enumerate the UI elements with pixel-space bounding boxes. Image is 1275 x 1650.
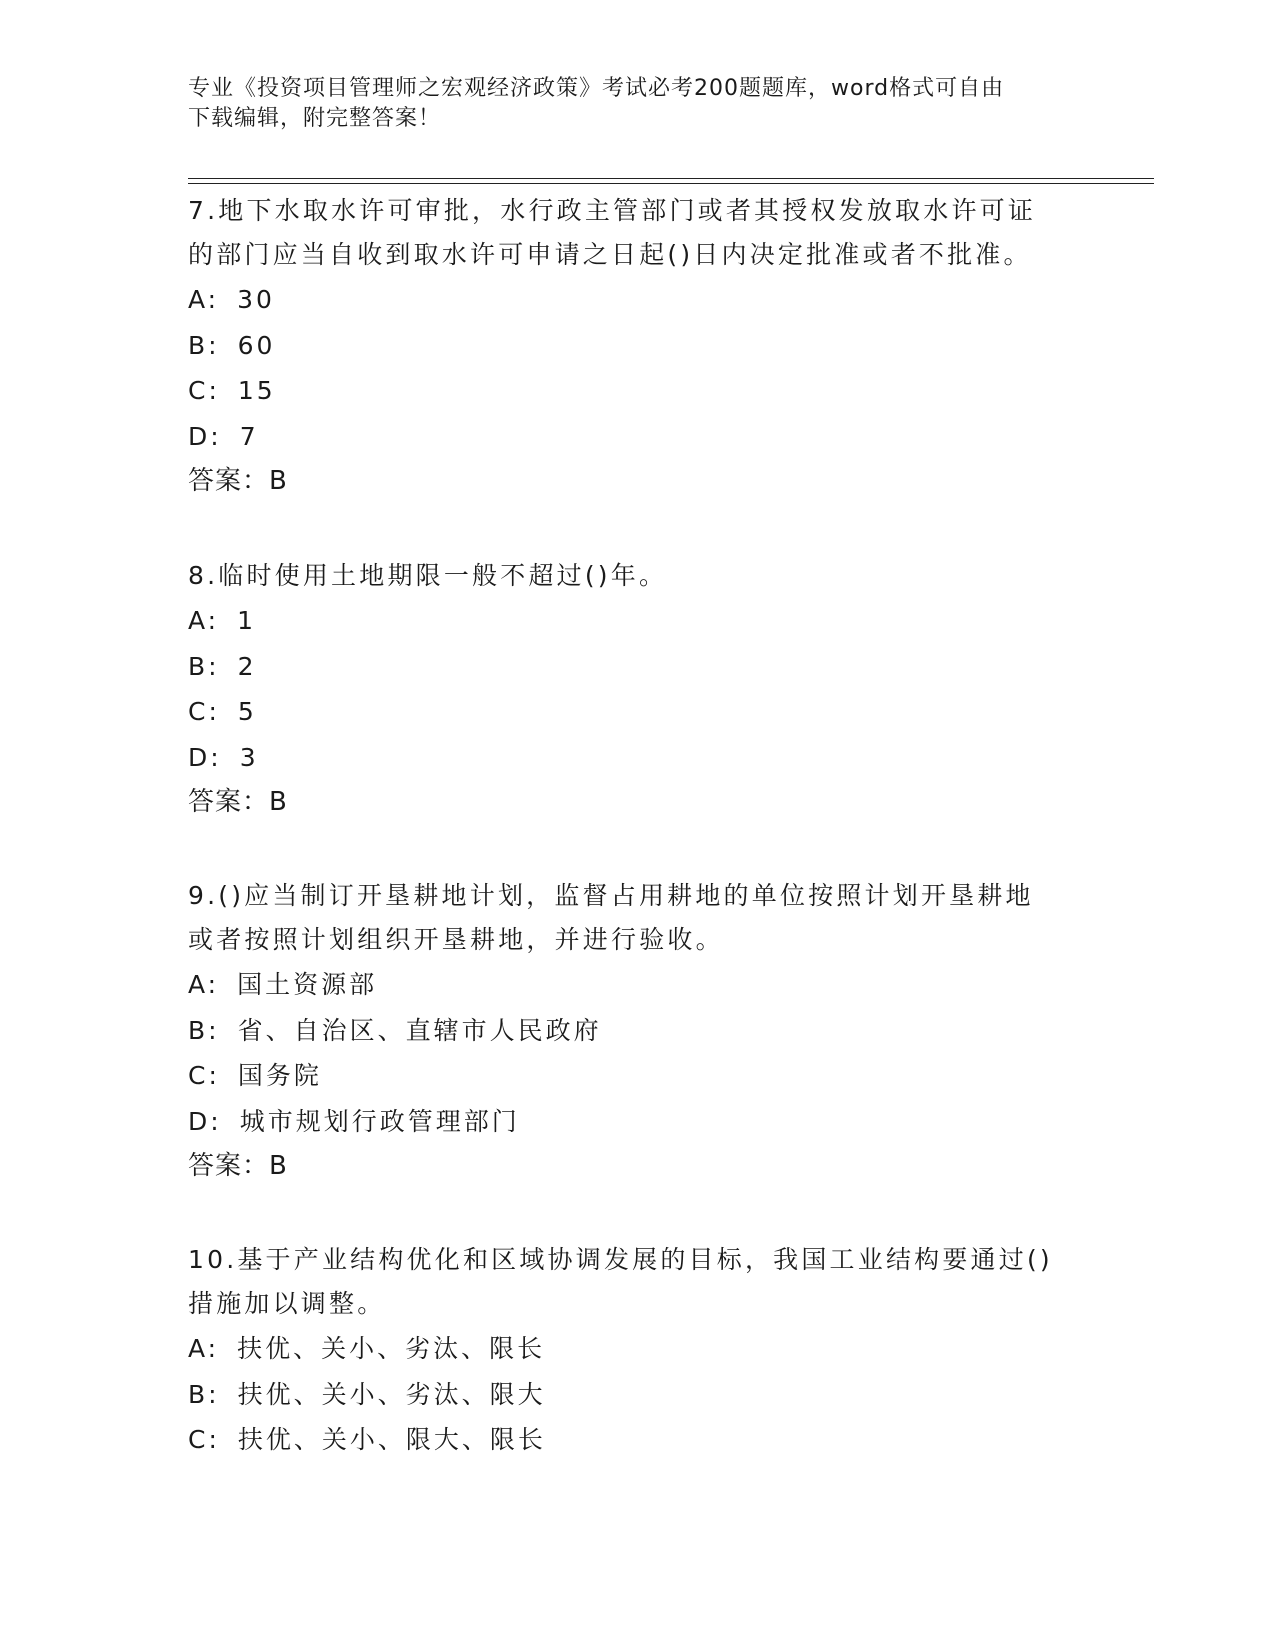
question-stem-line: 的部门应当自收到取水许可申请之日起()日内决定批准或者不批准。 [188,240,1032,269]
question-10 [188,1238,1088,1463]
option-text: 扶优、关小、劣汰、限大 [237,1379,546,1409]
option-a [188,277,1088,323]
option-text: 5 [237,697,257,726]
option-key: A: [188,970,220,999]
option-text: 扶优、关小、限大、限长 [237,1425,546,1454]
option-a [188,1326,1088,1372]
option-key: A: [188,1334,220,1363]
answer-line: 答案：B [188,466,288,496]
option-text: 国土资源部 [237,970,378,999]
option-key: B: [188,1015,220,1045]
option-key: D: [188,421,222,451]
option-text: 城市规划行政管理部门 [239,1106,520,1136]
question-7 [188,189,1088,503]
header-divider-top [188,178,1154,179]
option-c [188,1053,1088,1099]
option-b [188,644,1088,690]
option-key: D: [188,742,222,772]
question-stem-line: 8.临时使用土地期限一般不超过()年。 [188,561,668,590]
option-key: D: [188,1106,222,1136]
question-9 [188,874,1088,1188]
option-d [188,1099,1088,1145]
question-stem-line: 10.基于产业结构优化和区域协调发展的目标，我国工业结构要通过() [188,1245,1053,1274]
header-line-2: 下载编辑，附完整答案！ [188,106,442,131]
option-key: C: [188,697,220,726]
option-b [188,323,1088,369]
question-stem-line: 7.地下水取水许可审批，水行政主管部门或者其授权发放取水许可证 [188,196,1037,225]
option-text: 3 [239,742,259,772]
option-a [188,962,1088,1008]
option-b [188,1008,1088,1054]
option-c [188,368,1088,414]
answer-line: 答案：B [188,787,288,817]
option-key: C: [188,1425,220,1454]
option-text: 扶优、关小、劣汰、限长 [237,1334,546,1363]
question-8 [188,554,1088,824]
option-c [188,1417,1088,1463]
option-text: 国务院 [237,1061,322,1090]
question-stem-line: 9.()应当制订开垦耕地计划，监督占用耕地的单位按照计划开垦耕地 [188,881,1034,910]
header-divider-bottom [188,183,1154,184]
option-key: C: [188,1061,220,1090]
option-key: B: [188,1379,220,1409]
option-text: 1 [237,606,256,635]
option-a [188,598,1088,644]
option-key: B: [188,330,220,360]
option-c [188,689,1088,735]
option-key: B: [188,651,220,681]
option-key: C: [188,376,220,405]
option-key: A: [188,285,220,314]
option-text: 2 [237,651,257,681]
option-text: 7 [239,421,259,451]
option-d [188,735,1088,781]
option-d [188,414,1088,460]
question-stem-line: 措施加以调整。 [188,1289,386,1318]
option-b [188,1372,1088,1418]
option-key: A: [188,606,220,635]
header-line-1: 专业《投资项目管理师之宏观经济政策》考试必考200题题库，word格式可自由 [188,76,1005,101]
document-header [188,74,1088,134]
option-text: 60 [237,330,276,360]
option-text: 省、自治区、直辖市人民政府 [237,1015,602,1045]
answer-line: 答案：B [188,1151,288,1181]
option-text: 15 [237,376,276,405]
option-text: 30 [237,285,275,314]
question-stem-line: 或者按照计划组织开垦耕地，并进行验收。 [188,925,724,954]
